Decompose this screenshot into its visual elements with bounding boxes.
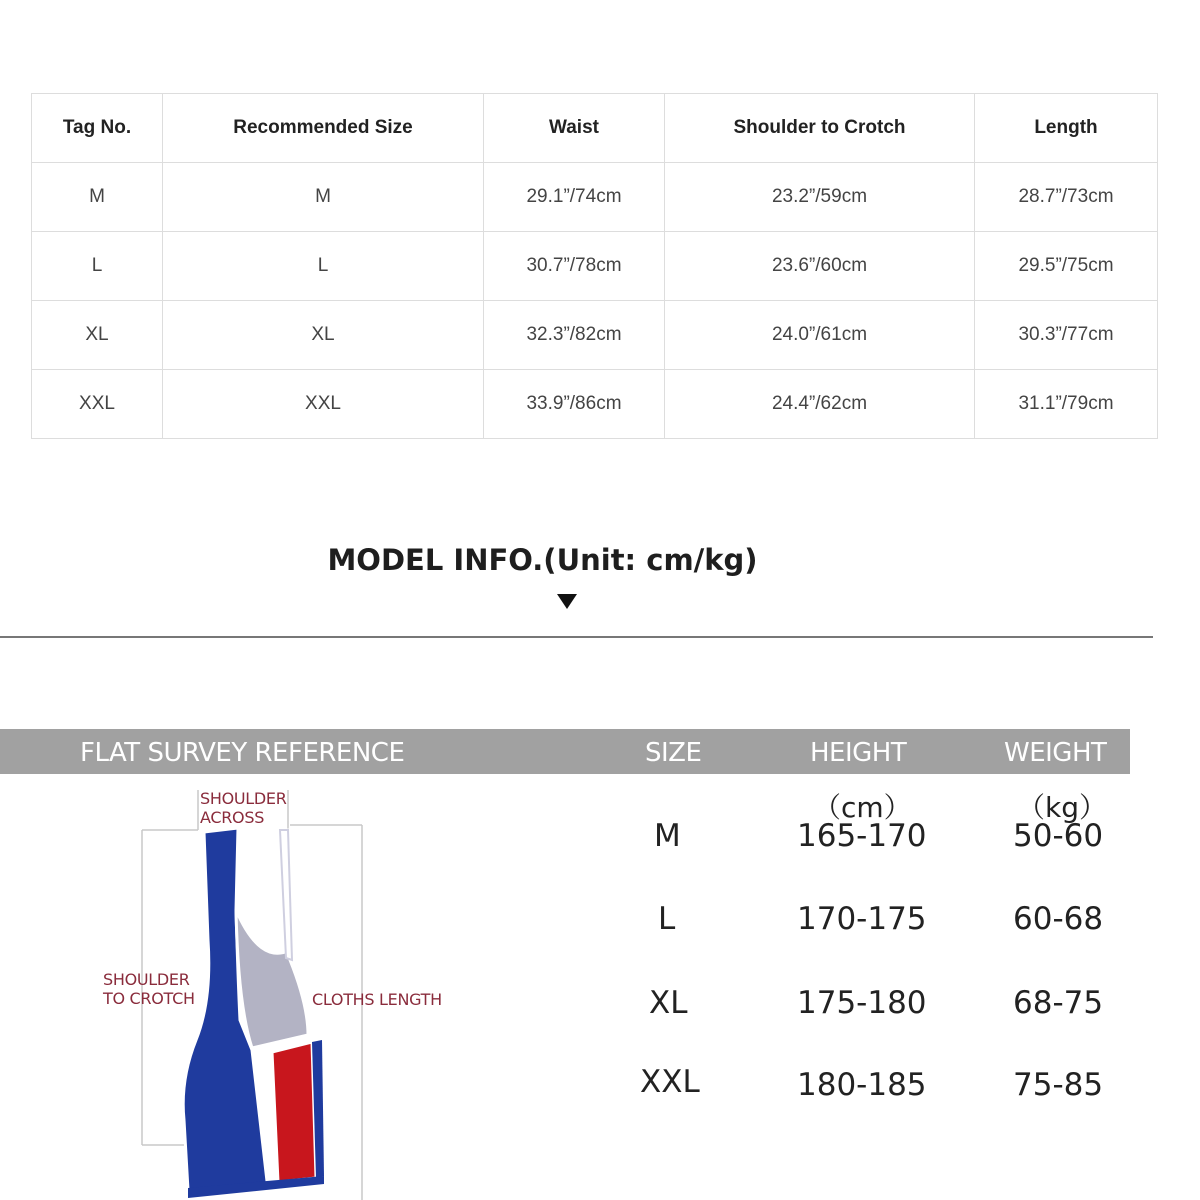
header-waist: Waist xyxy=(484,94,665,163)
table-header-row xyxy=(32,94,1158,163)
reference-header-bar xyxy=(0,729,1130,774)
cell-length: 28.7”/73cm xyxy=(975,163,1158,232)
bib-shorts-icon xyxy=(183,828,324,1198)
model-height: 180-185 xyxy=(797,1067,927,1103)
table-row xyxy=(32,163,1158,232)
model-size: XL xyxy=(649,985,688,1021)
model-size: M xyxy=(654,818,681,854)
cell-recommended: L xyxy=(163,232,484,301)
section-divider xyxy=(0,636,1153,638)
cell-tag: M xyxy=(32,163,163,232)
header-length: Length xyxy=(975,94,1158,163)
shoulder-across-label: SHOULDER ACROSS xyxy=(200,789,287,827)
cell-shoulder-crotch: 23.2”/59cm xyxy=(665,163,975,232)
shoulder-to-crotch-label: SHOULDER TO CROTCH xyxy=(103,970,195,1008)
table-row xyxy=(32,232,1158,301)
cell-length: 31.1”/79cm xyxy=(975,370,1158,439)
model-weight: 75-85 xyxy=(1013,1067,1104,1103)
table-row xyxy=(32,301,1158,370)
cell-recommended: XXL xyxy=(163,370,484,439)
model-size: L xyxy=(658,901,676,937)
table-row xyxy=(32,370,1158,439)
height-unit: （cm） xyxy=(813,791,912,824)
weight-unit: （kg） xyxy=(1017,791,1107,824)
model-height: 165-170 xyxy=(797,818,927,854)
model-weight: 68-75 xyxy=(1013,985,1104,1021)
header-shoulder-to-crotch: Shoulder to Crotch xyxy=(665,94,975,163)
cloths-length-label: CLOTHS LENGTH xyxy=(312,990,442,1009)
cell-waist: 33.9”/86cm xyxy=(484,370,665,439)
header-tag-no: Tag No. xyxy=(32,94,163,163)
cell-waist: 29.1”/74cm xyxy=(484,163,665,232)
cell-length: 29.5”/75cm xyxy=(975,232,1158,301)
down-triangle-icon xyxy=(557,594,577,609)
header-recommended-size: Recommended Size xyxy=(163,94,484,163)
cell-waist: 30.7”/78cm xyxy=(484,232,665,301)
cell-recommended: M xyxy=(163,163,484,232)
weight-heading: WEIGHT xyxy=(1004,738,1107,768)
flat-survey-heading: FLAT SURVEY REFERENCE xyxy=(80,738,405,768)
cell-waist: 32.3”/82cm xyxy=(484,301,665,370)
cell-tag: XL xyxy=(32,301,163,370)
model-size: XXL xyxy=(640,1064,700,1100)
model-height: 170-175 xyxy=(797,901,927,937)
cell-tag: L xyxy=(32,232,163,301)
cell-shoulder-crotch: 23.6”/60cm xyxy=(665,232,975,301)
model-weight: 50-60 xyxy=(1013,818,1104,854)
model-height: 175-180 xyxy=(797,985,927,1021)
size-chart-table xyxy=(31,93,1158,439)
size-heading: SIZE xyxy=(645,738,702,768)
cell-shoulder-crotch: 24.0”/61cm xyxy=(665,301,975,370)
cell-tag: XXL xyxy=(32,370,163,439)
model-info-title: MODEL INFO.(Unit: cm/kg) xyxy=(327,543,758,577)
cell-length: 30.3”/77cm xyxy=(975,301,1158,370)
model-weight: 60-68 xyxy=(1013,901,1104,937)
height-heading: HEIGHT xyxy=(810,738,907,768)
cell-shoulder-crotch: 24.4”/62cm xyxy=(665,370,975,439)
cell-recommended: XL xyxy=(163,301,484,370)
